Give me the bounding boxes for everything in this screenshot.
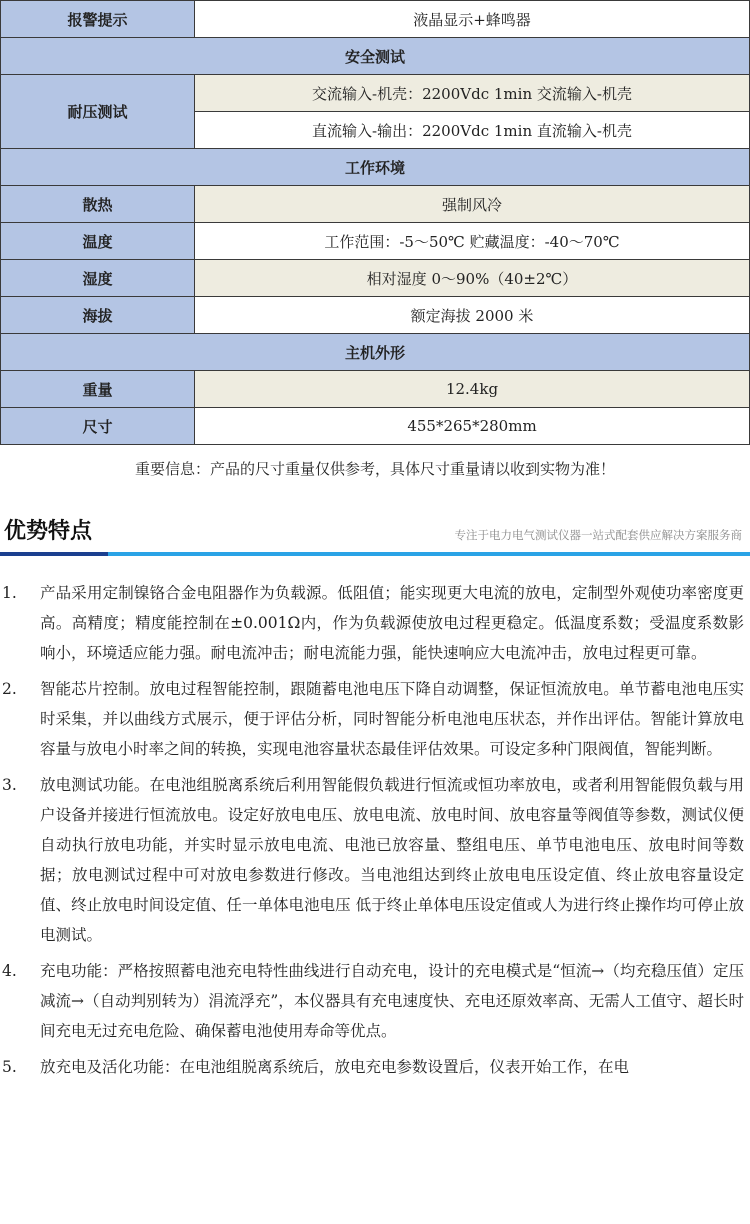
spec-row-humidity (1, 260, 750, 297)
spec-row-size (1, 408, 750, 445)
item-number: 1. (2, 584, 17, 602)
spec-key: 温度 (1, 223, 195, 260)
spec-value: 液晶显示+蜂鸣器 (195, 1, 750, 38)
header-underline-light (108, 552, 750, 556)
item-number: 3. (2, 776, 17, 794)
spec-row-temperature (1, 223, 750, 260)
spec-value: 工作范围：-5～50℃ 贮藏温度：-40～70℃ (195, 223, 750, 260)
section-header-environment (1, 149, 750, 186)
spec-value: 强制风冷 (195, 186, 750, 223)
item-text: 产品采用定制镍铬合金电阻器作为负载源。低阻值；能实现更大电流的放电，定制型外观使功率密度更高。高精度；精度能控制在±0.001Ω内，作为负载源使放电过程更稳定。低温度系数；受温度系数影响小，环境适应能力强。耐电流冲击；耐电流能力强，能快速响应大电流冲击，放电过程更可靠。 (40, 584, 744, 662)
spec-value: 直流输入-输出：2200Vdc 1min 直流输入-机壳 (195, 112, 750, 149)
spec-table (0, 0, 750, 445)
section-title: 安全测试 (1, 38, 750, 75)
section-header-safety (1, 38, 750, 75)
header-underline-dark (0, 552, 108, 556)
spec-key: 报警提示 (1, 1, 195, 38)
list-item (0, 674, 750, 764)
spec-key: 海拔 (1, 297, 195, 334)
list-item (0, 956, 750, 1046)
spec-value: 455*265*280mm (195, 408, 750, 445)
spec-row-weight (1, 371, 750, 408)
item-number: 4. (2, 962, 17, 980)
spec-key: 重量 (1, 371, 195, 408)
spec-key: 散热 (1, 186, 195, 223)
spec-value: 相对湿度 0～90%（40±2℃） (195, 260, 750, 297)
item-text: 智能芯片控制。放电过程智能控制，跟随蓄电池电压下降自动调整，保证恒流放电。单节蓄电池电压实时采集，并以曲线方式展示，便于评估分析，同时智能分析电池电压状态，并作出评估。智能计算放电容量与放电小时率之间的转换，实现电池容量状态最佳评估效果。可设定多种门限阀值，智能判断。 (40, 680, 744, 758)
section-header-host (1, 334, 750, 371)
item-number: 5. (2, 1058, 17, 1076)
spec-row-alarm (1, 1, 750, 38)
advantages-title: 优势特点 (4, 519, 93, 544)
spec-row-altitude (1, 297, 750, 334)
list-item (0, 578, 750, 668)
spec-row-withstand-1 (1, 75, 750, 112)
important-note: 重要信息：产品的尺寸重量仅供参考，具体尺寸重量请以收到实物为准！ (134, 460, 615, 478)
spec-row-cooling (1, 186, 750, 223)
spec-key: 尺寸 (1, 408, 195, 445)
item-text: 放电测试功能。在电池组脱离系统后利用智能假负载进行恒流或恒功率放电，或者利用智能假负载与用户设备并接进行恒流放电。设定好放电电压、放电电流、放电时间、放电容量等阀值等参数，测试仪便自动执行放电功能，并实时显示放电电流、电池已放容量、整组电压、单节电池电压、放电时间等数据；放电测试过程中可对放电参数进行修改。当电池组达到终止放电电压设定值、终止放电容量设定值、终止放电时间设定值、任一单体电池电压 低于终止单体电压设定值或人为进行终止操作均可停止放电测试。 (40, 776, 744, 944)
section-title: 主机外形 (1, 334, 750, 371)
spec-value: 交流输入-机壳：2200Vdc 1min 交流输入-机壳 (195, 75, 750, 112)
spec-value: 额定海拔 2000 米 (195, 297, 750, 334)
section-title: 工作环境 (1, 149, 750, 186)
spec-key: 湿度 (1, 260, 195, 297)
spec-key: 耐压测试 (1, 75, 195, 149)
item-text: 充电功能：严格按照蓄电池充电特性曲线进行自动充电，设计的充电模式是“恒流→（均充稳压值）定压减流→（自动判别转为）涓流浮充”，本仪器具有充电速度快、充电还原效率高、无需人工值守、超长时间充电无过充电危险、确保蓄电池使用寿命等优点。 (40, 962, 744, 1040)
advantages-list (0, 578, 750, 1088)
company-slogan: 专注于电力电气测试仪器一站式配套供应解决方案服务商 (454, 528, 742, 542)
item-number: 2. (2, 680, 17, 698)
list-item (0, 1052, 750, 1082)
item-text: 放充电及活化功能：在电池组脱离系统后，放电充电参数设置后，仪表开始工作，在电 (40, 1058, 630, 1076)
advantages-header (0, 510, 750, 566)
spec-value: 12.4kg (195, 371, 750, 408)
list-item (0, 770, 750, 950)
